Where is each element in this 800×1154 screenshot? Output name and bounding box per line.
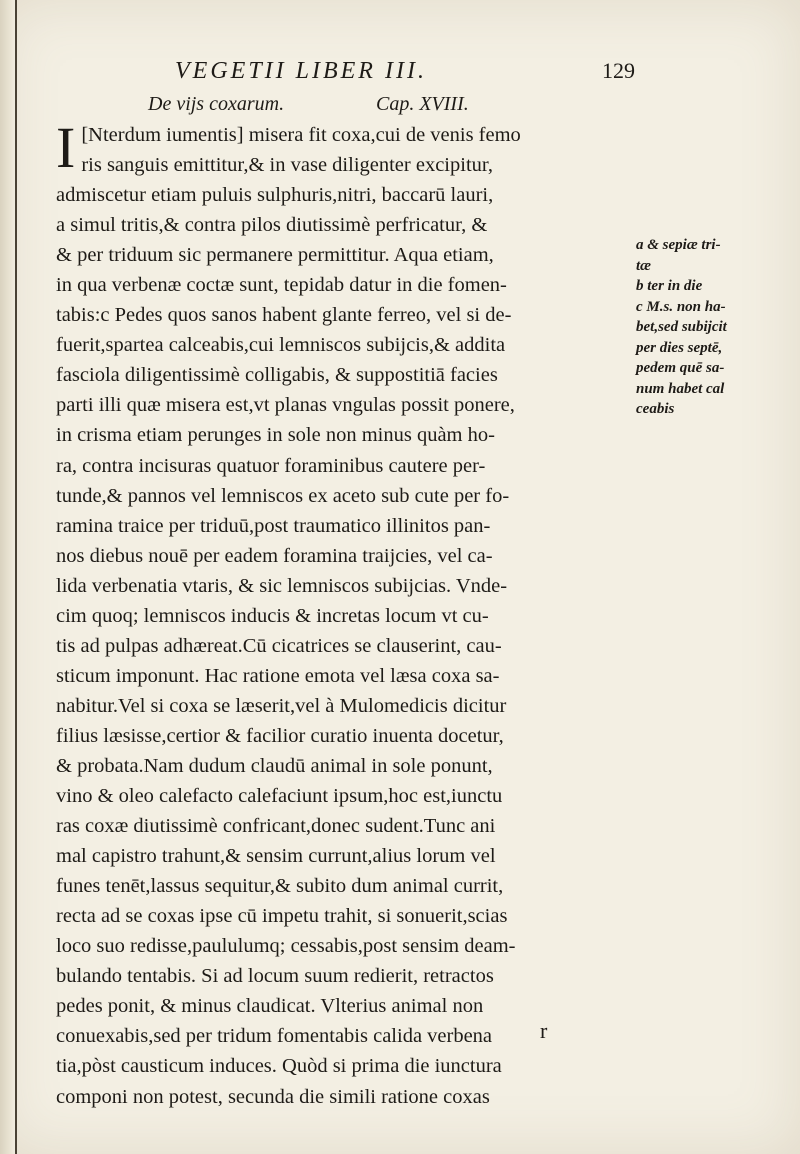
margin-note: pedem quē sa- <box>636 360 725 376</box>
text-line: ras coxæ diutissimè confricant,donec sudent.Tunc ani <box>56 815 496 838</box>
text-line-1: [Nterdum iumentis] misera fit coxa,cui de venis femo <box>81 124 521 146</box>
text-line: a simul tritis,& contra pilos diutissimè perfricatur, & <box>56 214 488 237</box>
text-line: mal capistro trahunt,& sensim currunt,alius lorum vel <box>56 845 496 868</box>
text-line-2: ris sanguis emittitur,& in vase diligenter excipitur, <box>81 154 494 177</box>
margin-note: num habet cal <box>636 380 725 397</box>
text-line: sticum imponunt. Hac ratione emota vel læsa coxa sa- <box>56 664 500 687</box>
text-line: tia,pòst causticum induces. Quòd si prima die iunctura <box>56 1055 502 1078</box>
margin-note: b ter in die <box>636 278 703 294</box>
text-line: ra, contra incisuras quatuor foraminibus cautere per- <box>56 454 486 477</box>
text-line: fuerit,spartea calceabis,cui lemniscos subijcis,& addita <box>56 334 506 357</box>
text-line: funes tenēt,lassus sequitur,& subito dum animal currit, <box>56 875 504 898</box>
text-line: nos diebus nouē per eadem foramina traijcies, vel ca- <box>56 544 493 567</box>
margin-note: c M.s. non ha- <box>636 298 726 315</box>
text-line: & probata.Nam dudum claudū animal in sole ponunt, <box>56 754 493 777</box>
marginal-notes <box>636 235 796 420</box>
body-text <box>56 115 630 1112</box>
text-line: tabis:c Pedes quos sanos habent glante ferreo, vel si de- <box>56 304 512 327</box>
text-line: vino & oleo calefacto calefaciunt ipsum,hoc est,iunctu <box>56 785 503 808</box>
text-line: fasciola diligentissimè colligabis, & suppostitiā facies <box>56 364 498 387</box>
text-line: parti illi quæ misera est,vt planas vngulas possit ponere, <box>56 394 515 417</box>
text-line: admiscetur etiam puluis sulphuris,nitri, baccarū lauri, <box>56 184 494 207</box>
signature-mark: r <box>540 1018 548 1043</box>
text-line: ramina traice per triduū,post traumatico illinitos pan- <box>56 514 491 537</box>
chapter-title: De vijs coxarum. <box>148 93 285 115</box>
text-line: in qua verbenæ coctæ sunt, tepidab datur in die fomen- <box>56 274 507 297</box>
text-line: cim quoq; lemniscos inducis & incretas locum vt cu- <box>56 604 489 627</box>
running-head <box>175 58 635 86</box>
margin-note: a & sepiæ tri- <box>636 237 721 253</box>
text-line: nabitur.Vel si coxa se læserit,vel à Mulomedicis dicitur <box>56 694 507 717</box>
chapter-heading <box>148 93 568 119</box>
text-line: tis ad pulpas adhæreat.Cū cicatrices se clauserint, cau- <box>56 634 502 657</box>
text-line: in crisma etiam perunges in sole non minus quàm ho- <box>56 424 495 447</box>
margin-note: ceabis <box>636 401 675 417</box>
text-line: filius læsisse,certior & facilior curatio inuenta docetur, <box>56 724 504 747</box>
chapter-number: Cap. XVIII. <box>376 93 469 115</box>
running-head-title: VEGETII LIBER III. <box>175 58 427 84</box>
drop-cap: I <box>56 115 76 180</box>
text-line: tunde,& pannos vel lemniscos ex aceto sub cute per fo- <box>56 484 510 507</box>
text-line: conuexabis,sed per tridum fomentabis calida verbena <box>56 1025 493 1048</box>
text-line: bulando tentabis. Si ad locum suum redierit, retractos <box>56 965 494 988</box>
margin-note: tæ <box>636 257 651 274</box>
page-number: 129 <box>602 58 635 83</box>
text-line: & per triduum sic permanere permittitur. Aqua etiam, <box>56 244 494 267</box>
text-line: loco suo redisse,paululumq; cessabis,post sensim deam- <box>56 935 516 958</box>
text-line: recta ad se coxas ipse cū impetu trahit, si sonuerit,scias <box>56 905 508 928</box>
margin-note: bet,sed subijcit <box>636 319 727 335</box>
text-line: pedes ponit, & minus claudicat. Vlterius animal non <box>56 995 484 1018</box>
text-line: componi non potest, secunda die simili ratione coxas <box>56 1085 490 1108</box>
text-line: lida verbenatia vtaris, & sic lemniscos subijcias. Vnde- <box>56 574 508 597</box>
text-lines <box>56 180 630 1111</box>
page-gutter-edge <box>0 0 16 1154</box>
margin-note: per dies septē, <box>636 339 723 356</box>
